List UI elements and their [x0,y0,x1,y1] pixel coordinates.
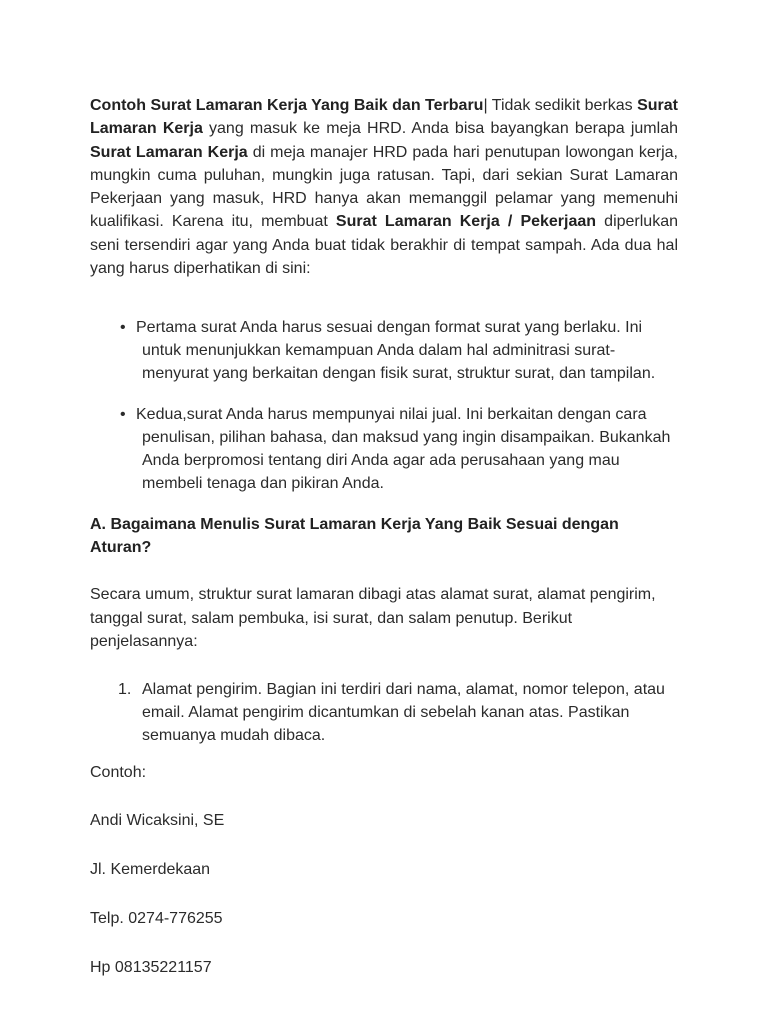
numbered-item [118,678,678,747]
sender-street: Jl. Kemerdekaan [90,860,211,878]
intro-bold-1: Surat Lamaran Kerja [90,97,679,138]
intro-title: Contoh Surat Lamaran Kerja Yang Baik dan Terbaru [90,97,484,114]
bullet-list [90,316,678,495]
section-heading-a: A. Bagaimana Menulis Surat Lamaran Kerja Yang Baik Sesuai dengan Aturan? [90,516,619,557]
bullet-item-second: • Kedua,surat Anda harus mempunyai nilai jual. Ini berkaitan dengan cara penulisan, pilihan bahasa, dan maksud yang ingin disampaikan. Bukankah Anda berpromosi tentang diri Anda agar ada perusahaan yang mau membeli tenaga dan pikiran Anda. [142,403,678,495]
item-text: Alamat pengirim. Bagian ini terdiri dari nama, alamat, nomor telepon, atau email. Alamat pengirim dicantumkan di sebelah kanan atas. Pastikan semuanya mudah dibaca. [142,680,665,744]
intro-text-3: di meja manajer HRD pada hari penutupan lowongan kerja, mungkin cuma puluhan, mungkin juga ratusan. Tapi, dari sekian Surat Lamaran Pekerjaan yang masuk, HRD hanya akan memanggil pelamar yang memenuhi kualifikasi. Karena itu, membuat [90,143,679,231]
sender-mobile: Hp 08135221157 [90,958,212,976]
intro-text-2: yang masuk ke meja HRD. Anda bisa bayangkan berapa jumlah [202,120,678,138]
example-label: Contoh: [90,763,147,781]
numbered-list [90,678,678,747]
intro-text-4: diperlukan seni tersendiri agar yang Anda buat tidak berakhir di tempat sampah. Ada dua hal yang harus diperhatikan di sini: [90,213,678,278]
intro-bold-2: Surat Lamaran Kerja [90,143,248,161]
intro-text-1: | Tidak sedikit berkas [483,97,638,114]
sender-phone: Telp. 0274-776255 [90,909,223,927]
bullet-item-first: • Pertama surat Anda harus sesuai dengan format surat yang berlaku. Ini untuk menunjukkan kemampuan Anda dalam hal adminitrasi surat-menyurat yang berkaitan dengan fisik surat, struktur surat, dan tampilan. [142,316,678,385]
intro-bold-3: Surat Lamaran Kerja / Pekerjaan [335,213,597,231]
intro-paragraph [90,94,678,280]
structure-paragraph: Secara umum, struktur surat lamaran dibagi atas alamat surat, alamat pengirim, tanggal surat, salam pembuka, isi surat, dan salam penutup. Berikut penjelasannya: [90,586,656,651]
sender-name: Andi Wicaksini, SE [90,811,225,829]
item-number: 1. [118,680,132,698]
